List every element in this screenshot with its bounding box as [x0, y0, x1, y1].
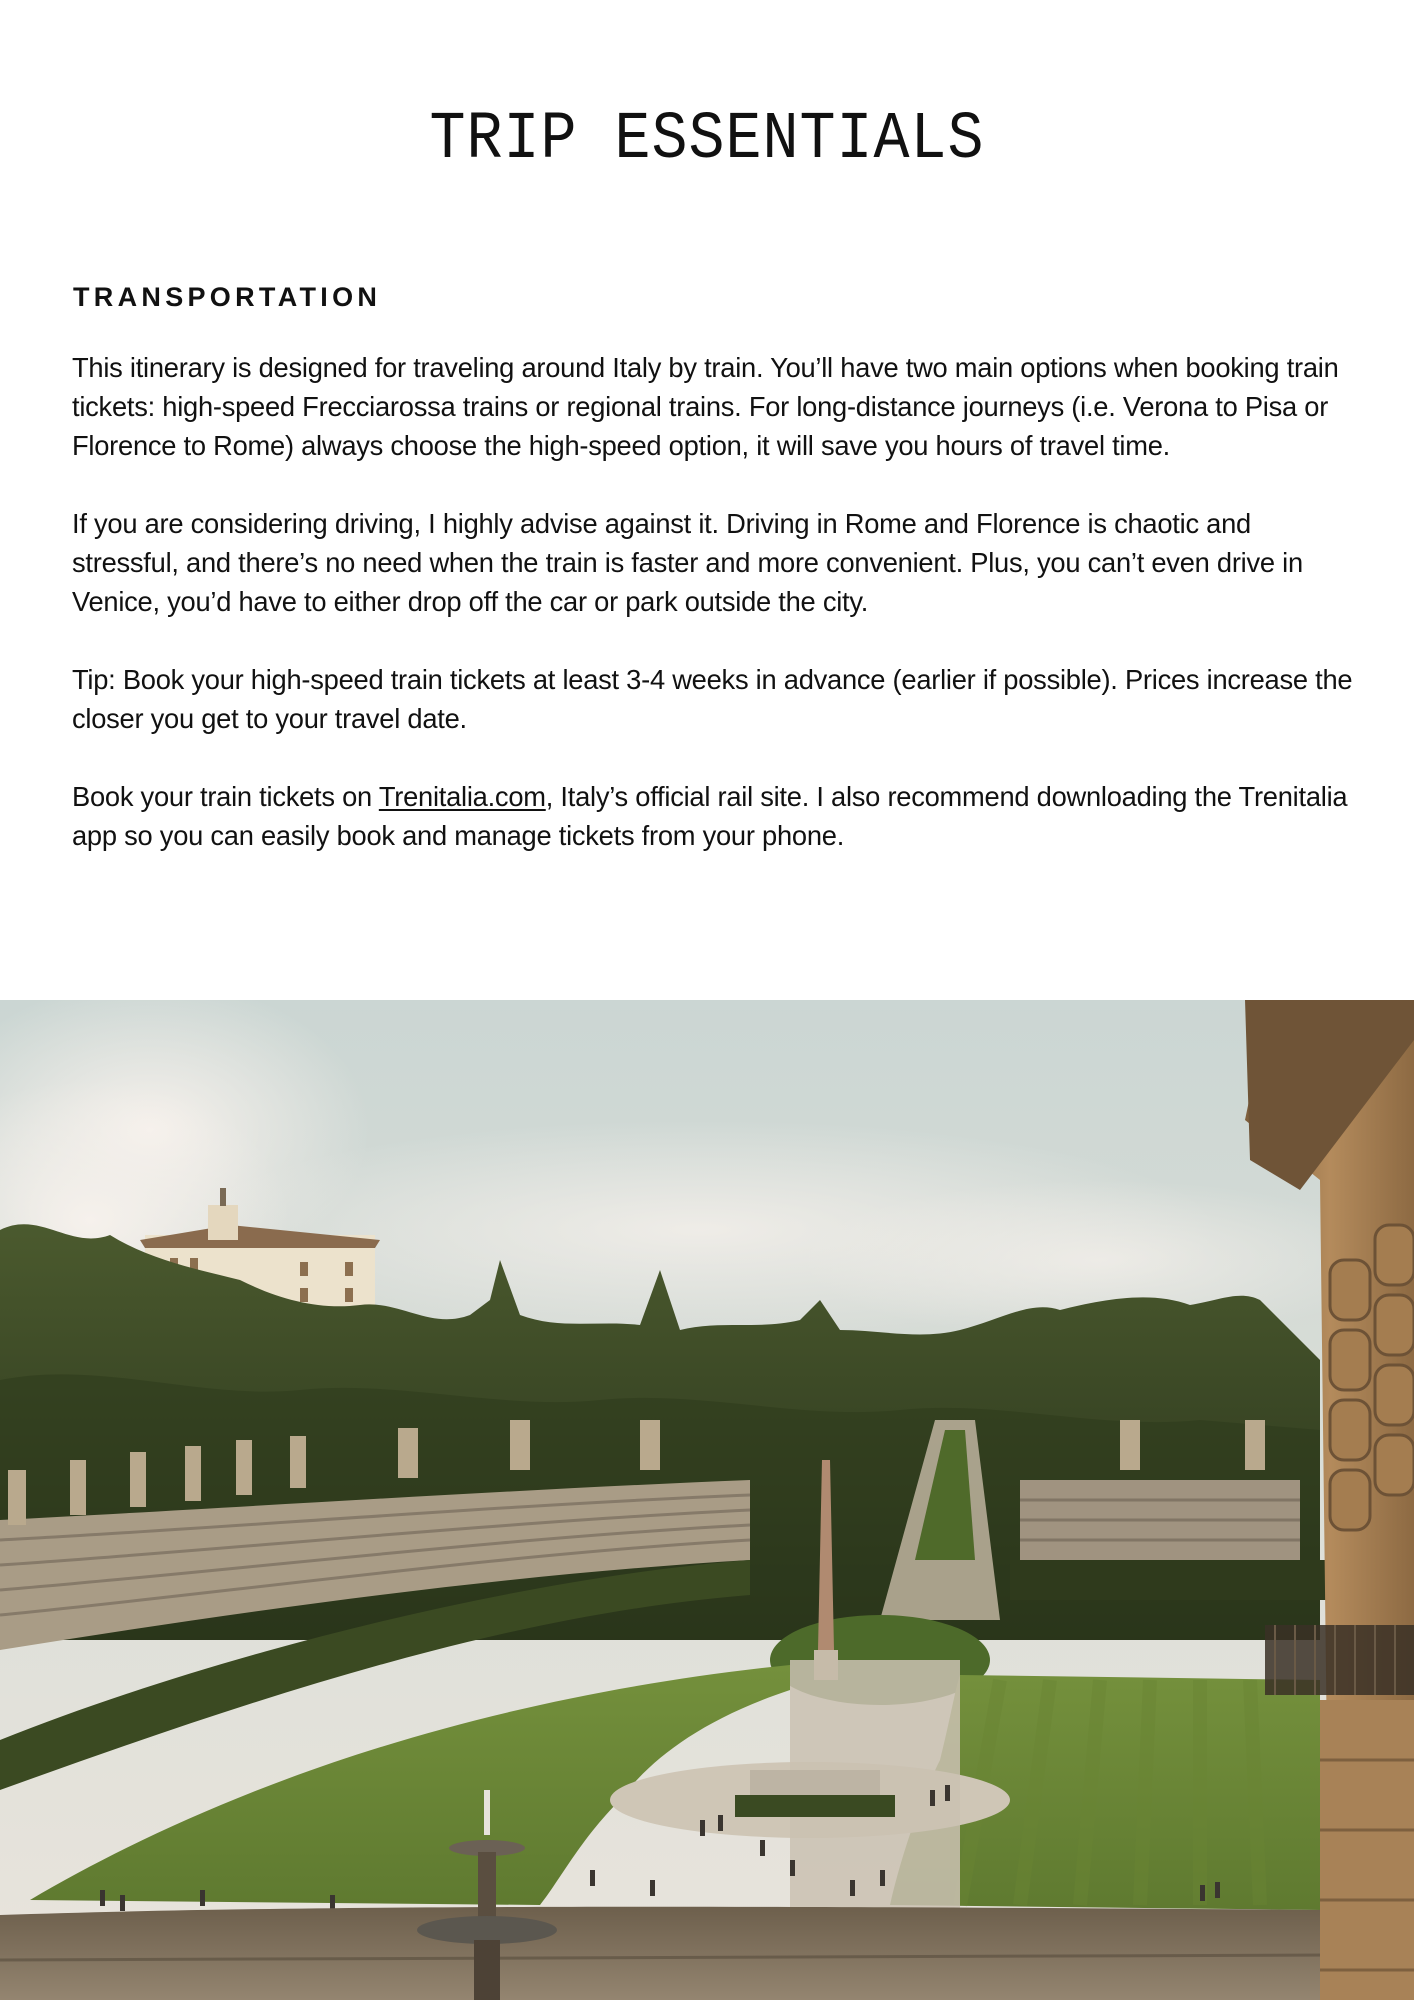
boboli-gardens-photo [0, 1000, 1414, 2000]
booking-suffix: , Italy’s official rail site. I also recommend downloading the Trenitalia app so you can easily book and manage tickets from your phone. [72, 781, 1348, 851]
transportation-body [72, 348, 1362, 894]
page-title: TRIP ESSENTIALS [429, 101, 985, 179]
booking-prefix: Book your train tickets on [72, 781, 379, 812]
trenitalia-link[interactable]: Trenitalia.com [378, 781, 546, 812]
section-heading-transportation: TRANSPORTATION [73, 282, 382, 312]
paragraph-train-intro: This itinerary is designed for traveling around Italy by train. You’ll have two main options when booking train tickets: high-speed Frecciarossa trains or regional trains. For long-distance journeys (i.e. Verona to Pisa or Florence to Rome) always choose the high-speed option, it will save you hours of travel time. [72, 352, 1339, 461]
paragraph-booking-site [72, 777, 1362, 855]
paragraph-driving-advice: If you are considering driving, I highly advise against it. Driving in Rome and Florence is chaotic and stressful, and there’s no need when the train is faster and more convenient. Plus, you can’t even drive in Venice, you’d have to either drop off the car or park outside the city. [72, 508, 1303, 617]
photo-illustration [0, 1000, 1414, 2000]
paragraph-booking-tip: Tip: Book your high-speed train tickets at least 3-4 weeks in advance (earlier if possible). Prices increase the closer you get to your travel date. [72, 664, 1353, 734]
